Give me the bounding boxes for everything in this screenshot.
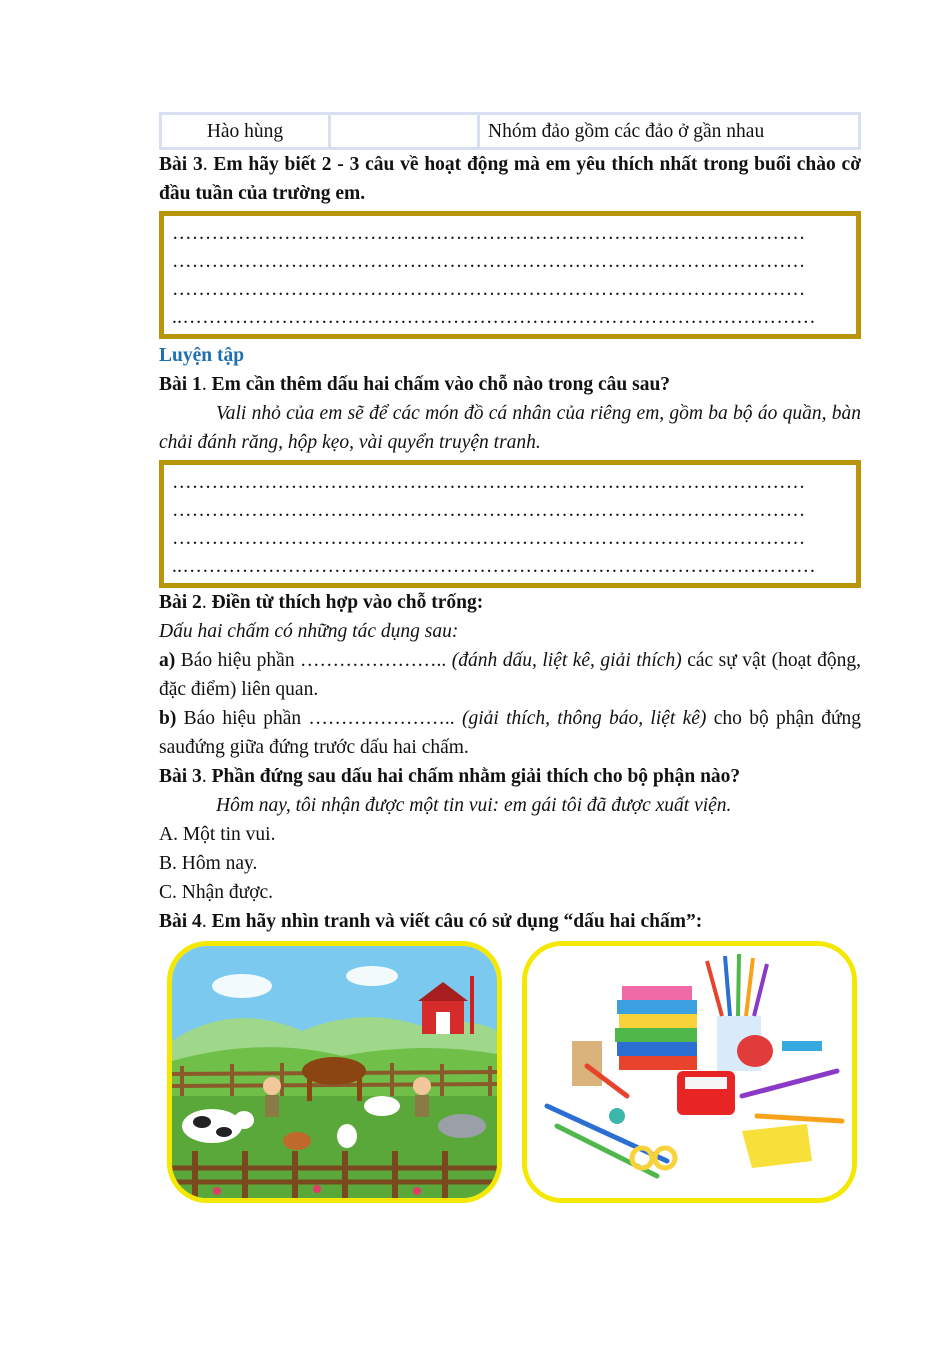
exercise-sep: . — [201, 592, 212, 613]
dot-line: …………………………………………………………………………………… — [172, 223, 806, 244]
exercise-label: Bài 1 — [159, 374, 202, 395]
answer-box-1[interactable] — [159, 211, 861, 339]
exercise-question: Điền từ thích hợp vào chỗ trống: — [211, 592, 484, 613]
exercise-1 — [159, 370, 861, 399]
dot-line: …………………………………………………………………………………… — [172, 500, 806, 521]
table-cell-meaning: Nhóm đảo gồm các đảo ở gần nhau — [479, 114, 860, 149]
dot-line: …………………………………………………………………………………… — [172, 528, 806, 549]
item-text: Báo hiệu phần ………………….. — [175, 650, 452, 671]
farm-image — [167, 941, 502, 1203]
exercise-4-images — [167, 941, 857, 1203]
exercise-2 — [159, 588, 861, 617]
exercise-label: Bài 3 — [159, 154, 203, 175]
exercise-2-item-a — [159, 646, 861, 704]
exercise-3 — [159, 762, 861, 791]
section-title: Luyện tập — [159, 345, 245, 366]
exercise-question: Phần đứng sau dấu hai chấm nhằm giải thích cho bộ phận nào? — [211, 766, 741, 787]
option-b[interactable]: B. Hôm nay. — [159, 853, 258, 874]
item-label: a) — [159, 650, 176, 671]
item-options: (giải thích, thông báo, liệt kê) — [461, 708, 707, 729]
farm-illustration — [172, 946, 497, 1198]
table-cell-blank[interactable] — [330, 114, 479, 149]
exercise-sep: . — [201, 374, 212, 395]
dot-line: ..…………………………………………………………………………………… — [172, 307, 816, 328]
item-text: các sự vật (hoạt động, đặc điểm) liên quan. — [159, 650, 861, 700]
worksheet — [159, 112, 861, 936]
exercise-question: Em hãy nhìn tranh và viết câu có sử dụng “dấu hai chấm”: — [211, 911, 703, 932]
dot-line: …………………………………………………………………………………… — [172, 279, 806, 300]
item-text: cho bộ phận đứng sauđứng giữa đứng trước dấu hai chấm. — [159, 708, 862, 758]
exercise-question: Em hãy biết 2 - 3 câu về hoạt động mà em yêu thích nhất trong buổi chào cờ đầu tuần của trường em. — [159, 154, 862, 204]
exercise-2-intro: Dấu hai chấm có những tác dụng sau: — [159, 621, 459, 642]
school-supplies-illustration — [527, 946, 852, 1198]
exercise-question: Em cần thêm dấu hai chấm vào chỗ nào trong câu sau? — [211, 374, 671, 395]
option-a[interactable]: A. Một tin vui. — [159, 824, 276, 845]
table-cell-word: Hào hùng — [161, 114, 330, 149]
exercise-label: Bài 2 — [159, 592, 202, 613]
dot-line: …………………………………………………………………………………… — [172, 251, 806, 272]
exercise-sep: . — [202, 154, 214, 175]
dot-line: ..…………………………………………………………………………………… — [172, 556, 816, 577]
answer-box-2[interactable] — [159, 460, 861, 588]
vocab-table — [159, 112, 861, 150]
item-options: (đánh dấu, liệt kê, giải thích) — [451, 650, 682, 671]
item-label: b) — [159, 708, 177, 729]
exercise-2-item-b — [159, 704, 861, 762]
exercise-4 — [159, 907, 861, 936]
exercise-1-sentence: Vali nhỏ của em sẽ để các món đồ cá nhân của riêng em, gồm ba bộ áo quần, bàn chải đánh răng, hộp kẹo, vài quyển truyện tranh. — [159, 403, 861, 453]
exercise-sep: . — [201, 766, 212, 787]
school-supplies-image — [522, 941, 857, 1203]
item-text: Báo hiệu phần ………………….. — [176, 708, 462, 729]
exercise-3-sentence: Hôm nay, tôi nhận được một tin vui: em gái tôi đã được xuất viện. — [216, 795, 732, 816]
exercise-label: Bài 4 — [159, 911, 202, 932]
exercise-3-top — [159, 150, 861, 208]
exercise-sep: . — [201, 911, 212, 932]
dot-line: …………………………………………………………………………………… — [172, 472, 806, 493]
exercise-label: Bài 3 — [159, 766, 202, 787]
table-row — [161, 114, 860, 149]
option-c[interactable]: C. Nhận được. — [159, 882, 274, 903]
